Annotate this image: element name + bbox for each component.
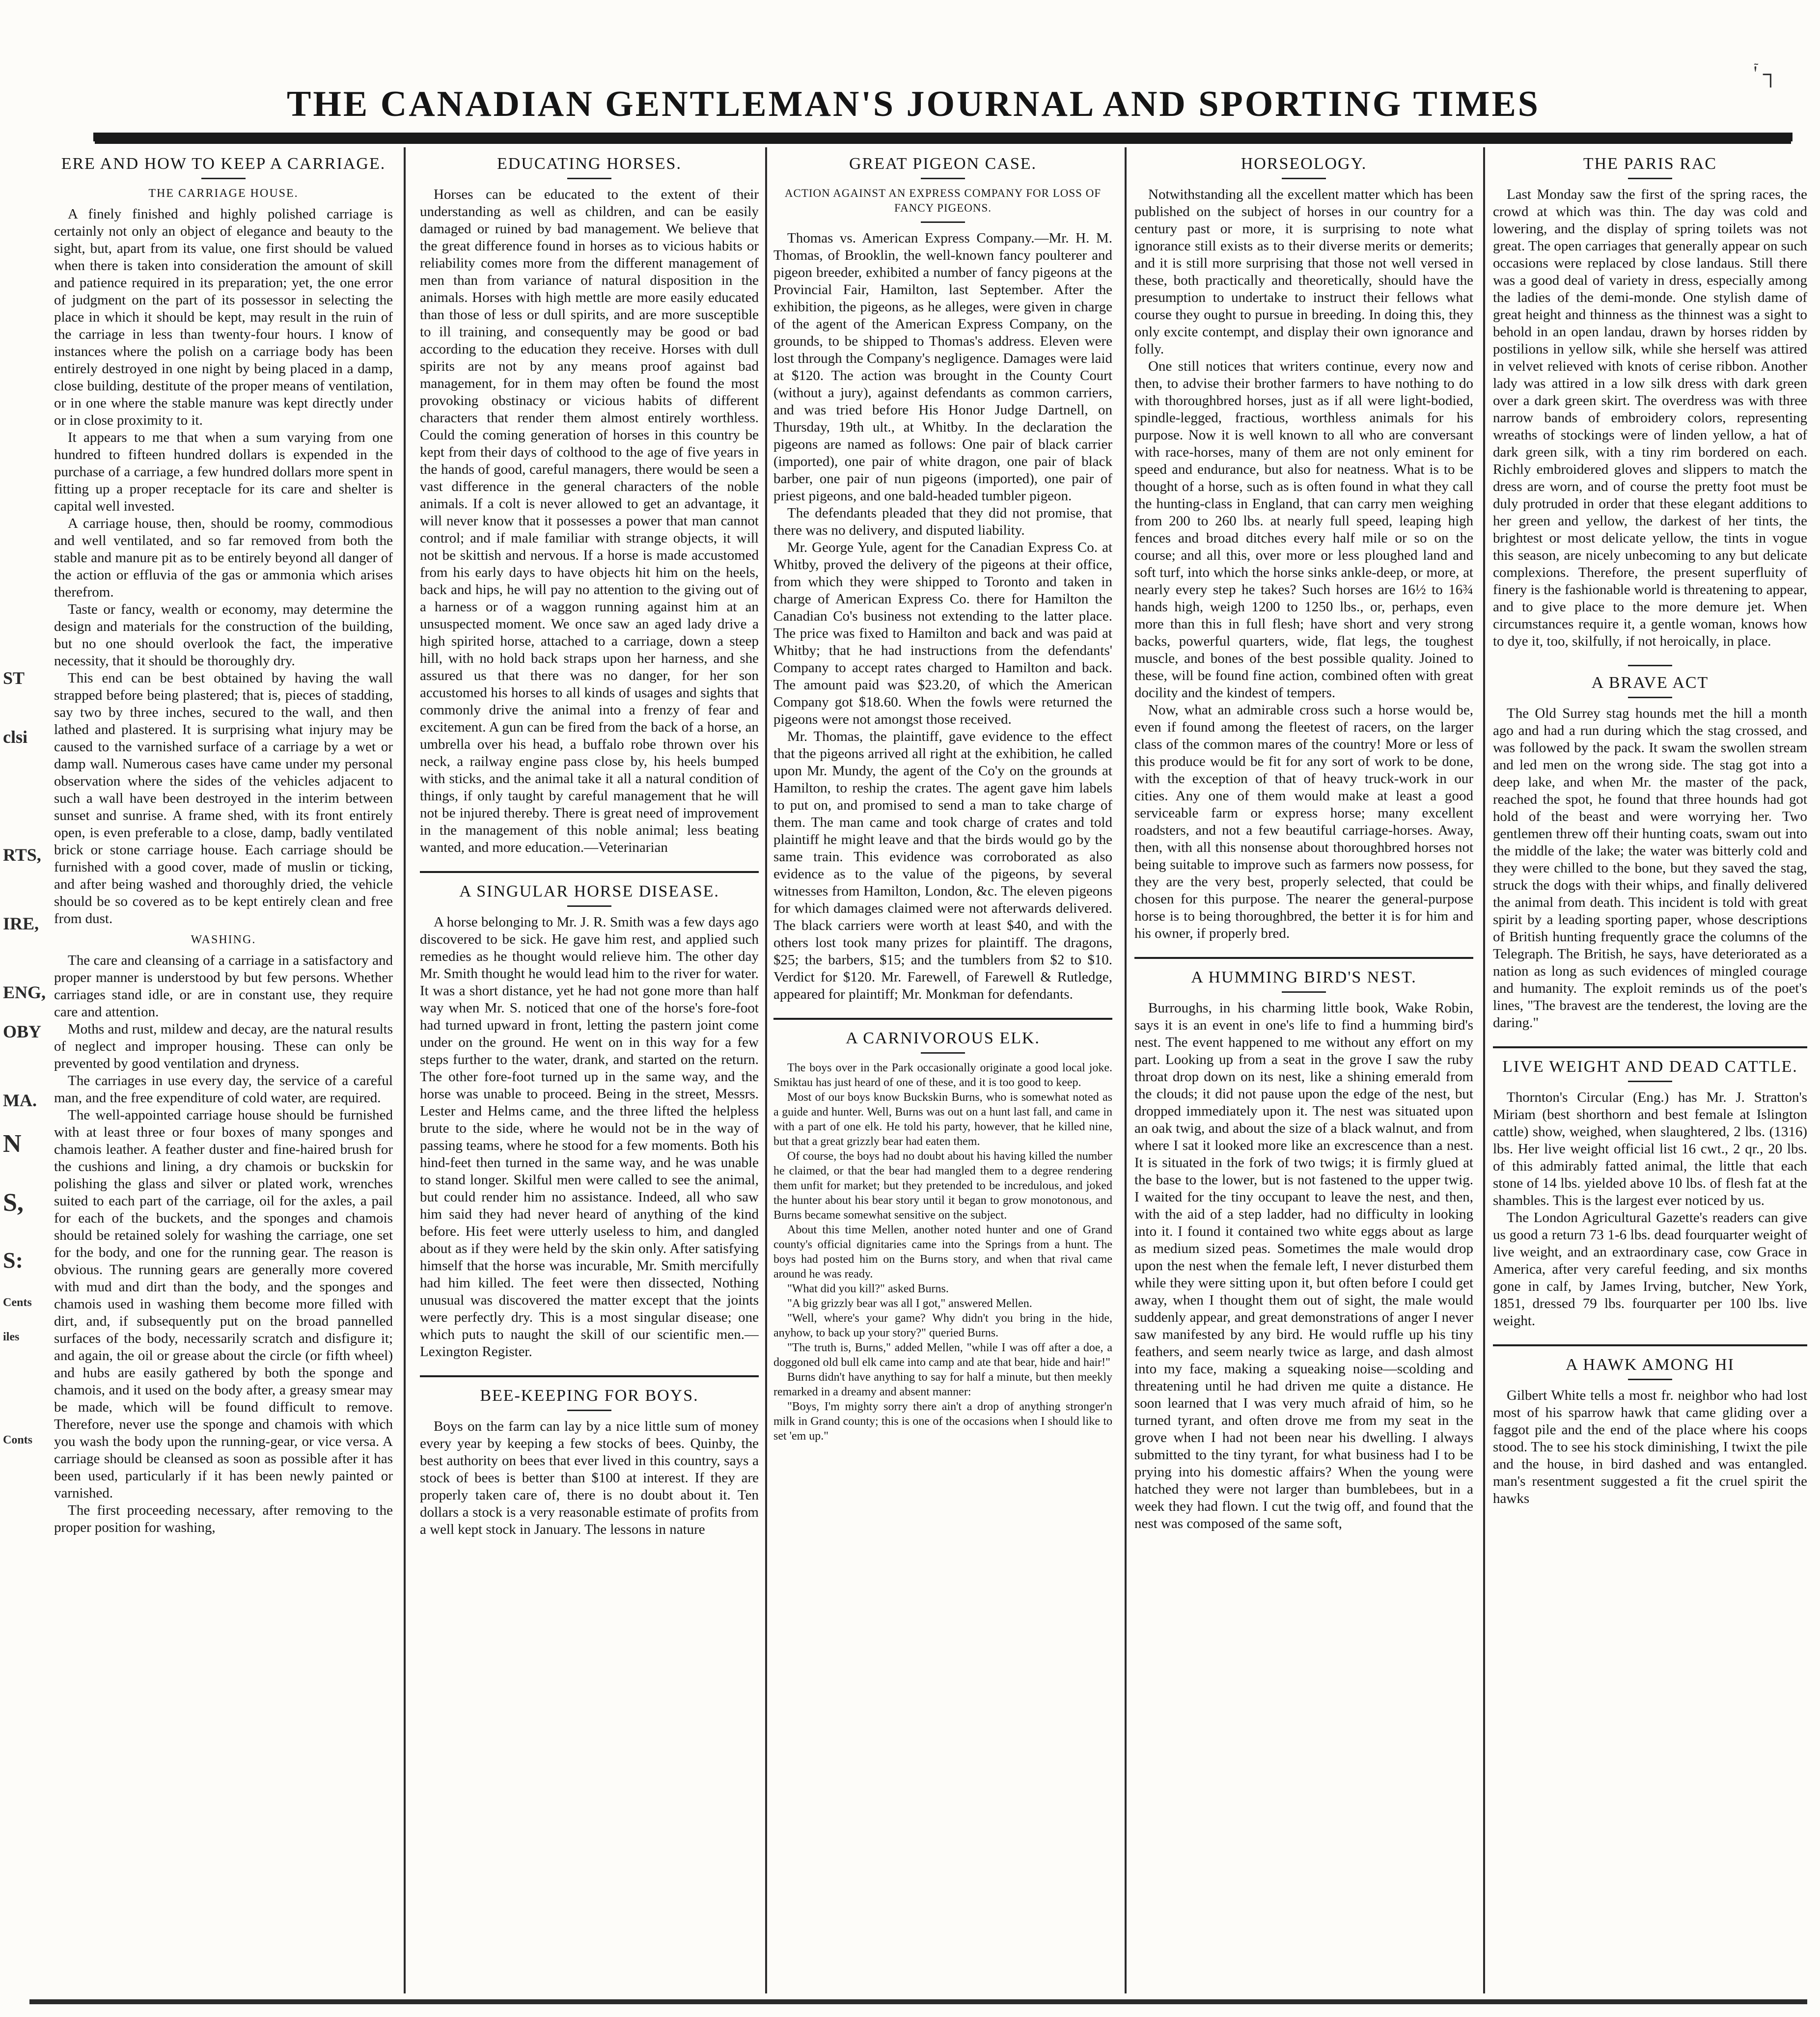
article-headline: ERE AND HOW TO KEEP A CARRIAGE. [61,155,386,173]
article-headline: A HAWK AMONG HI [1566,1356,1735,1374]
article-paragraph: The well-appointed carriage house should be furnished with at least three or four boxes of many sponges and chamois leather. A feather duster and fine-haired brush for the cushions and lining, a dry chamois or buckskin for polishing the glass and silver or plated work, wrenches suited to each part of the carriage, oil for the axles, a pail for each of the buckets, and the sponges and chamois should be retained solely for washing the carriage, one set for the body, and one for the running gear. The reason is obvious. The running gears are generally more covered with mud and dirt than the body, and the sponges and chamois used in washing them become more filled with dirt, and, if subsequently put on the broad pannelled surfaces of the body, necessarily scratch and disfigure it; and again, the oil or grease about the circle (or fifth wheel) and hubs are easily gathered by both the sponge and chamois, and it used on the body after, a greasy smear may be made, which will be found difficult to remove. Therefore, never use the sponge and chamois with which you wash the body upon the running-gear, or vice versa. A carriage should be cleansed as soon as possible after it has been used, particularly if it has been newly painted or varnished. [54,1107,393,1501]
article-horse-disease [420,882,759,1361]
margin-fragment: Cents [3,1296,32,1309]
article-paragraph: A horse belonging to Mr. J. R. Smith was a few days ago discovered to be sick. He gave him rest, and applied such remedies as he thought would relieve him. The other day Mr. Smith thought he would lead him to the river for water. It was a short distance, yet he had not gone more than half way when Mr. S. noticed that one of the horse's fore-foot had turned upward in front, letting the pastern joint come under on the ground. He went on in this way for a few steps further to the water, drank, and started on the return. The other fore-foot turned up in the same way, and the horse was unable to proceed. Being in the street, Messrs. Lester and Helms came, and the three lifted the helpless brute to the side, where he would not be in the way of passing teams, where he stood for a few moments. Both his hind-feet then turned in the same way, and he was unable to stand longer. Skilful men were called to see the animal, but could render him no assistance. Indeed, all who saw him said they had never heard of anything of the kind before. His feet were utterly useless to him, and dangled about as if they were held by the skin only. After satisfying himself that the horse was incurable, Mr. Smith mercifully had him killed. The feet were then dissected, Nothing unusual was discovered the matter except that the joints were perfectly dry. This is a most singular disease; one which puts to naught the skill of our scientific men.—Lexington Register. [420,914,759,1360]
margin-fragment: Conts [3,1434,33,1446]
article-paragraph: Last Monday saw the first of the spring races, the crowd at which was thin. The day was cold and lowering, and the display of spring toilets was not great. The open carriages that generally appear on such occasions were replaced by close landaus. Still there was a good deal of variety in dress, especially among the ladies of the demi-monde. One stylish dame of great height and thinness as the thinnest was a sight to behold in an open landau, drawn by horses ridden by postilions in yellow silk, while she herself was attired in velvet relieved with knots of cerise ribbon. Another lady was attired in a low silk dress with dark green over a dark green skirt. The overdress was with three narrow bands of embroidery colors, representing wreaths of stockings were of linden yellow, a hat of dark green silk, with a tiny rim bordered on each. Richly embroidered gloves and slippers to match the dress are worn, and of course the pretty foot must be duly protruded in order that these elegant additions to her green and yellow, the darkest of her tints, the brightest or most delicate yellow, the tints in vogue this season, are nicely unbecoming to any but delicate complexions. Therefore, the present superfluity of finery is the fashionable world is threatening to appear, and to give place to the more demure jet. When circumstances require it, a gentle woman, knows how to dye it, too, skilfully, if not heroically, in place. [1493,187,1807,649]
masthead-rule [93,133,1792,141]
column-3 [773,147,1112,1993]
article-headline: THE PARIS RAC [1583,155,1717,173]
article-headline: HORSEOLOGY. [1241,155,1367,173]
article-paragraph: The defendants pleaded that they did not promise, that there was no delivery, and disputed liability. [773,505,1112,538]
margin-fragment: S, [3,1189,24,1217]
article-paragraph: A finely finished and highly polished carriage is certainly not only an object of elegance and beauty to the sight, but, apart from its value, one first should be valued when there is taken into consideration the amount of skill and patience required in its preparation; yet, the one error of judgment on the part of its possessor in selecting the place in which it should be kept, may result in the ruin of the carriage in less than twenty-four hours. I know of instances where the polish on a carriage body has been entirely destroyed in one night by being placed in a damp, close building, destitute of the proper means of ventilation, or in one where the stable manure was kept directly under or in close proximity to it. [54,206,393,428]
article-paragraph: One still notices that writers continue, every now and then, to advise their brother farmers to have nothing to do with thoroughbred horses, just as if all were light-bodied, spindle-legged, fractious, worthless animals for his purpose. Now it is well known to all who are conversant with race-horses, many of them are not only eminent for speed and endurance, but also for neatness. What is to be thought of a horse, such as is often found in what they call the hunting-class in England, that can carry men weighing from 200 to 260 lbs. at nearly full speed, leaping high fences and broad ditches every half mile or so on the course; and all this, over more or less ploughed land and soft turf, into which the horse sinks ankle-deep, or more, at nearly every step he takes? Such horses are 16½ to 16¾ hands high, weigh 1200 to 1250 lbs., or, perhaps, even more than this in full flesh; have short and very strong backs, powerful quarters, wide, flat legs, the toughest muscle, and bones of the best possible quality. Joined to these, will be found fine action, combined often with great docility and the kindest of tempers. [1134,358,1473,701]
article-paragraph: Most of our boys know Buckskin Burns, who is somewhat noted as a guide and hunter. Well, Burns was out on a hunt last fall, and came in with a part of one elk. He told his party, however, that he killed nine, but that a great grizzly bear had eaten them. [773,1091,1112,1148]
article-bee-keeping [420,1386,759,1538]
article-paragraph: A carriage house, then, should be roomy, commodious and well ventilated, and so far removed from both the stable and manure pit as to be entirely beyond all danger of the action or effluvia of the gas or ammonia which arises therefrom. [54,516,393,600]
headline-rule [567,1410,611,1411]
article-headline: A SINGULAR HORSE DISEASE. [459,882,719,900]
article-headline: A HUMMING BIRD'S NEST. [1191,968,1417,986]
article-horseology [1134,154,1473,942]
article-paragraph: "Well, where's your game? Why didn't you bring in the hide, anyhow, to back up your story?" queried Burns. [773,1312,1112,1339]
column-rule [1483,147,1485,1993]
margin-fragment: iles [3,1331,20,1343]
article-paragraph: "The truth is, Burns," added Mellen, "while I was off after a doe, a doggoned old bull elk came into camp and ate that bear, hide and hair!" [773,1341,1112,1369]
margin-fragment: OBY [3,1022,42,1041]
article-headline: A CARNIVOROUS ELK. [846,1029,1040,1047]
deck-rule [921,221,965,223]
column-rule [765,147,767,1993]
article-divider [1134,957,1473,959]
article-carnivorous-elk [773,1029,1112,1444]
article-paragraph: The care and cleansing of a carriage in a satisfactory and proper manner is understood by but few persons. Whether carriages stand idle, or are in constant use, they require care and attention. [54,953,393,1020]
article-paragraph: The first proceeding necessary, after removing to the proper position for washing, [54,1502,393,1535]
headline-rule [1628,697,1672,698]
article-subhead: THE CARRIAGE HOUSE. [148,187,299,200]
article-paragraph: Thomas vs. American Express Company.—Mr. H. M. Thomas, of Brooklin, the well-known fancy poulterer and pigeon breeder, exhibited a number of fancy pigeons at the Provincial Fair, Hamilton, last September. After the exhibition, the pigeons, as he alleges, were given in charge of the agent of the American Express Company, on the grounds, to be shipped to Thomas's address. Eleven were lost through the Company's negligence. Damages were laid at $120. The action was brought in the County Court (without a jury), against defendants as common carriers, and was tried before His Honor Judge Dartnell, on Thursday, 19th ult., at Whitby. In the declaration the pigeons are named as follows: One pair of black carrier (imported), one pair of white dragon, one pair of black barber, one pair of nun pigeons (imported), one pair of priest pigeons, and one bald-headed tumbler pigeon. [773,230,1112,504]
column-1 [54,147,393,1993]
article-divider [420,871,759,873]
article-divider [1493,1344,1807,1346]
headline-rule [1628,178,1672,179]
article-paragraph: The boys over in the Park occasionally originate a good local joke. Smiktau has just heard of one of these, and it is too good to keep. [773,1062,1112,1089]
headline-rule [201,178,246,179]
headline-rule [567,178,611,179]
article-paragraph: About this time Mellen, another noted hunter and one of Grand county's official dignitaries came into the Springs from a hunt. The boys had posted him on the Burns story, and when that rival came around he was ready. [773,1224,1112,1281]
article-paragraph: "Boys, I'm mighty sorry there ain't a drop of anything stronger'n milk in Grand county; this is one of the occasions when I should like to set 'em up." [773,1400,1112,1443]
footer-rule [29,1999,1807,2004]
column-4 [1134,147,1473,1993]
article-hawk [1493,1355,1807,1507]
headline-rule [567,905,611,907]
article-deck: ACTION AGAINST AN EXPRESS COMPANY FOR LOSS OF FANCY PIGEONS. [784,187,1102,214]
margin-fragment: IRE, [3,914,39,933]
article-headline: EDUCATING HORSES. [497,155,682,173]
masthead-title: THE CANADIAN GENTLEMAN'S JOURNAL AND SPORTING TIMES [287,84,1540,124]
article-carriage [54,154,393,1536]
column-rule [1125,147,1127,1993]
article-live-weight [1493,1057,1807,1330]
headline-rule [921,1052,965,1054]
margin-fragment: clsi [3,727,28,747]
article-educating-horses [420,154,759,856]
article-paragraph: Burns didn't have anything to say for half a minute, but then meekly remarked in a dreamy and absent manner: [773,1371,1112,1398]
article-paragraph: Mr. Thomas, the plaintiff, gave evidence to the effect that the pigeons arrived all right at the exhibition, he called upon Mr. Mundy, the agent of the Co'y on the grounds at Hamilton, to reship the crates. The agent gave him labels to put on, and promised to send a man to take charge of them. The man came and took charge of crates and told plaintiff he might leave and that the birds would go by the same train. This evidence was corroborated as also evidence as to the value of the pigeons, by several witnesses from Hamilton, London, &c. The eleven pigeons for which damages claimed were not afterwards delivered. The black carriers were worth at least $40, and with the others lost took many prizes for plaintiff. The dragons, $25; the barbers, $15; and the tumblers from $2 to $10. Verdict for $120. Mr. Farewell, of Farewell & Rutledge, appeared for plaintiff; Mr. Monkman for defendants. [773,729,1112,1002]
article-headline: BEE-KEEPING FOR BOYS. [480,1387,699,1405]
article-headline: A BRAVE ACT [1591,674,1709,692]
article-paragraph: The Old Surrey stag hounds met the hill a month ago and had a run during which the stag crossed, and was followed by the pack. It swam the swollen stream and led men on the wrong side. The stag got into a deep lake, and when Mr. the master of the pack, reached the spot, he found that three hounds had got hold of the beast and were worrying her. Two gentlemen threw off their hunting coats, swam out into the middle of the lake; the water was bitterly cold and they were chilled to the bone, but they saved the stag, struck the dogs with their whips, and finally delivered the animal from death. This incident is told with great spirit by a leading sporting paper, whose descriptions of British hunting frequently grace the columns of the Telegraph. The British, he says, have deteriorated as a nation as long as such evidences of mingled courage and humanity. The exploit reminds us of the poet's lines, "The bravest are the tenderest, the loving are the daring." [1493,706,1807,1031]
margin-fragment: ENG, [3,982,46,1002]
article-divider [1628,665,1672,666]
article-divider [1493,1046,1807,1048]
article-paragraph: Mr. George Yule, agent for the Canadian Express Co. at Whitby, proved the delivery of the pigeons at their office, from which they were shipped to Toronto and taken in charge of American Express Co. there for Hamilton the Canadian Co's business not extending to the latter place. The price was fixed to Hamilton and back and was paid at Whitby; that he had instructions from the defendants' Company to accept rates charged to Hamilton and back. The amount paid was $23.20, of which the American Company got $18.60. When the fowls were returned the pigeons were not amongst those received. [773,540,1112,727]
headline-rule [1282,991,1326,993]
margin-fragment: MA. [3,1090,37,1110]
article-paragraph: Of course, the boys had no doubt about his having killed the number he claimed, or that the bear had mangled them to a degree rendering them unfit for market; but they pretended to be incredulous, and joked the hunter about his bear story until it began to grow monotonous, and Burns became somewhat sensitive on the subject. [773,1150,1112,1222]
article-paragraph: Thornton's Circular (Eng.) has Mr. J. Stratton's Miriam (best shorthorn and best female at Islington cattle) show, weighed, when slaughtered, 2 lbs. (1316) lbs. Her live weight official list 16 cwt., 2 qr., 20 lbs. of this admirably fatted animal, the little that each stone of 14 lbs. yielded above 10 lbs. of flesh fat at the shambles. This is the largest ever noticed by us. [1493,1090,1807,1208]
article-paragraph: This end can be best obtained by having the wall strapped before being plastered; that is, pieces of stadding, say two by three inches, secured to the wall, and then lathed and plastered. It is surprising what injury may be caused to the varnished surface of a carriage by a wet or damp wall. Numerous cases have came under my personal observation where the sides of the vehicles adjacent to such a wall have been destroyed in the interim between sunset and sunrise. A frame shed, with its front entirely open, is even preferable to a close, damp, badly ventilated brick or stone carriage house. Each carriage should be furnished with a good cover, made of muslin or ticking, and after being washed and thoroughly dried, the vehicle should be so covered as to be kept entirely clean and free from dust. [54,670,393,927]
article-brave-act [1493,673,1807,1032]
article-paragraph: Taste or fancy, wealth or economy, may determine the design and materials for the construction of the building, but no one should overlook the fact, the imperative necessity, that it should be thoroughly dry. [54,601,393,669]
headline-rule [1628,1379,1672,1380]
margin-fragment: ST [3,668,25,688]
article-paragraph: Gilbert White tells a most fr. neighbor who had lost most of his sparrow hawk that came gliding over a faggot pile and the end of the place where his coops stood. The to see his stock diminishing, I twixt the pile and the house, in bird dashed and was entangled. man's resentment suggested a fit the cruel spirit the hawks [1493,1388,1807,1506]
margin-fragment: S: [3,1248,23,1273]
column-5 [1493,147,1807,1993]
column-rule [404,147,406,1993]
article-paragraph: It appears to me that when a sum varying from one hundred to fifteen hundred dollars is expended in the purchase of a carriage, a few hundred dollars more spent in fitting up a proper receptacle for its care and shelter is capital well invested. [54,430,393,514]
article-paragraph: Moths and rust, mildew and decay, are the natural results of neglect and improper housing. These can only be prevented by good ventilation and dryness. [54,1021,393,1071]
margin-fragment: RTS, [3,845,41,865]
article-paragraph: Boys on the farm can lay by a nice little sum of money every year by keeping a few stocks of bees. Quinby, the best authority on bees that ever lived in this country, says a stock of bees is better than $100 at interest. If they are properly taken care of, there is no doubt about it. Ten dollars a stock is a very reasonable estimate of profits from a well kept stock in January. The lessons in nature [420,1418,759,1537]
article-paragraph: The London Agricultural Gazette's readers can give us good a return 73 1-6 lbs. dead fourquarter weight of live weight, and an extraordinary case, cow Grace in America, after very careful feeding, and six months gone in calf, by James Irving, butcher, New York, 1851, dressed 79 lbs. fourquarter per 100 lbs. live weight. [1493,1210,1807,1329]
article-headline: GREAT PIGEON CASE. [849,155,1037,173]
article-paragraph: The carriages in use every day, the service of a careful man, and the free expenditure of cold water, are required. [54,1073,393,1106]
article-paragraph: Notwithstanding all the excellent matter which has been published on the subject of horses in our country for a century past or more, it is surprising to note what ignorance still exists as to their diverse merits or demerits; and it is still more surprising that those not well versed in these, both practically and theoretically, should have the presumption to undertake to instruct their fellows what course they ought to pursue in breeding. In doing this, they only excite contempt, and display their own ignorance and folly. [1134,187,1473,357]
headline-rule [921,178,965,179]
article-paragraph: "A big grizzly bear was all I got," answered Mellen. [787,1297,1032,1310]
article-subhead: WASHING. [191,933,256,946]
left-margin-fragments [0,147,49,2003]
column-2 [420,147,759,1993]
corner-mark: 'ٙ ┐ [1753,62,1778,86]
article-pigeon-case [773,154,1112,1003]
article-paragraph: "What did you kill?" asked Burns. [787,1282,949,1295]
article-paragraph: Now, what an admirable cross such a horse would be, even if found among the fleetest of racers, on the larger class of the common mares of the country! More or less of this produce would be fit for any sort of work to be done, with the exception of that of heavy truck-work in our cities. Any one of them would make at least a good serviceable farm or express horse; many excellent roadsters, and not a few beautiful carriage-horses. Away, then, with all this nonsense about thoroughbred horses not being suitable to improve such as farmers now possess, for they are the very best, properly selected, that could be chosen for this purpose. The nearer the general-purpose horse is to being thoroughbred, the better it is for him and his owner, if properly bred. [1134,702,1473,941]
headline-rule [1628,1081,1672,1082]
margin-fragment: N [3,1130,22,1158]
article-headline: LIVE WEIGHT AND DEAD CATTLE. [1502,1058,1798,1076]
article-divider [420,1375,759,1377]
article-paragraph: Horses can be educated to the extent of their understanding as well as children, and can be easily damaged or ruined by bad management. We believe that the great difference found in horses as to vicious habits or reliability comes more from the different management of men than from variance of natural disposition in the animals. Horses with high mettle are more easily educated than those of less or dull spirits, and are more susceptible to ill training, and consequently may be good or bad according to the education they receive. Horses with dull spirits are not by any means proof against bad management, for in them may often be found the most provoking obstinacy or vicious habits of different characters that render them almost entirely worthless. Could the coming generation of horses in this country be kept from their days of colthood to the age of five years in the hands of good, careful managers, there would be seen a vast difference in the general characters of the noble animals. If a colt is never allowed to get an advantage, it will never know that it possesses a power that man cannot control; and if male familiar with strange objects, it will not be skittish and nervous. If a horse is made accustomed from his early days to have objects hit him on the heels, back and hips, he will pay no attention to the giving out of a harness or of a waggon running against him at an unsuspected moment. We once saw an aged lady drive a high spirited horse, attached to a carriage, down a steep hill, with no hold back straps upon her harness, and she assured us that there was no danger, for her son accustomed his horses to all kinds of usages and sights that commonly drive the animal into a frenzy of fear and excitement. A gun can be fired from the back of a horse, an umbrella over his head, a buffalo robe thrown over his neck, a railway engine pass close by, his heels bumped with sticks, and the animal take it all a natural condition of things, if only taught by careful management that he will not be injured thereby. There is great need of improvement in the management of this noble animal; less beating wanted, and more education.—Veterinarian [420,187,759,855]
headline-rule [1282,178,1326,179]
article-paris-races [1493,154,1807,650]
article-humming-bird [1134,968,1473,1532]
article-paragraph: Burroughs, in his charming little book, Wake Robin, says it is an event in one's life to find a humming bird's nest. The event happened to me without any effort on my part. Looking up from a seat in the grove I saw the ruby throat drop down on its nest, like a shining emerald from the clouds; it did not pause upon the edge of the nest, but dropped immediately upon it. The nest was situated upon an oak twig, and about the size of a black walnut, and from where I sat it looked more like an excrescence than a nest. It is situated in the fork of two twigs; it is firmly glued at the base to the lower, but is not fastened to the upper twig. I waited for the tiny occupant to leave the nest, and then, with the aid of a step ladder, had no difficulty in looking into it. I found it contained two white eggs about as large as medium sized peas. Sometimes the male would drop upon the nest when the female left, I never disturbed them while they were sitting upon it, but often before I could get away, when I thought them out of sight, the male would suddenly appear, and great demonstrations of anger I never saw manifested by any bird. He would ruffle up his tiny feathers, and seem nearly twice as large, and dash almost into my face, making a squeaking noise—scolding and threatening until he had driven me quite a distance. He soon learned that I was very much afraid of him, so he turned tyrant, and often drove me from my seat in the grove when I had not been near his dwelling. I always submitted to the tiny tyrant, for what business had I to be prying into his domestic affairs? When the young were hatched they were not larger than bumblebees, but in a week they had flown. I cut the twig off, and found that the nest was composed of the same soft, [1134,1000,1473,1531]
article-divider [773,1018,1112,1020]
